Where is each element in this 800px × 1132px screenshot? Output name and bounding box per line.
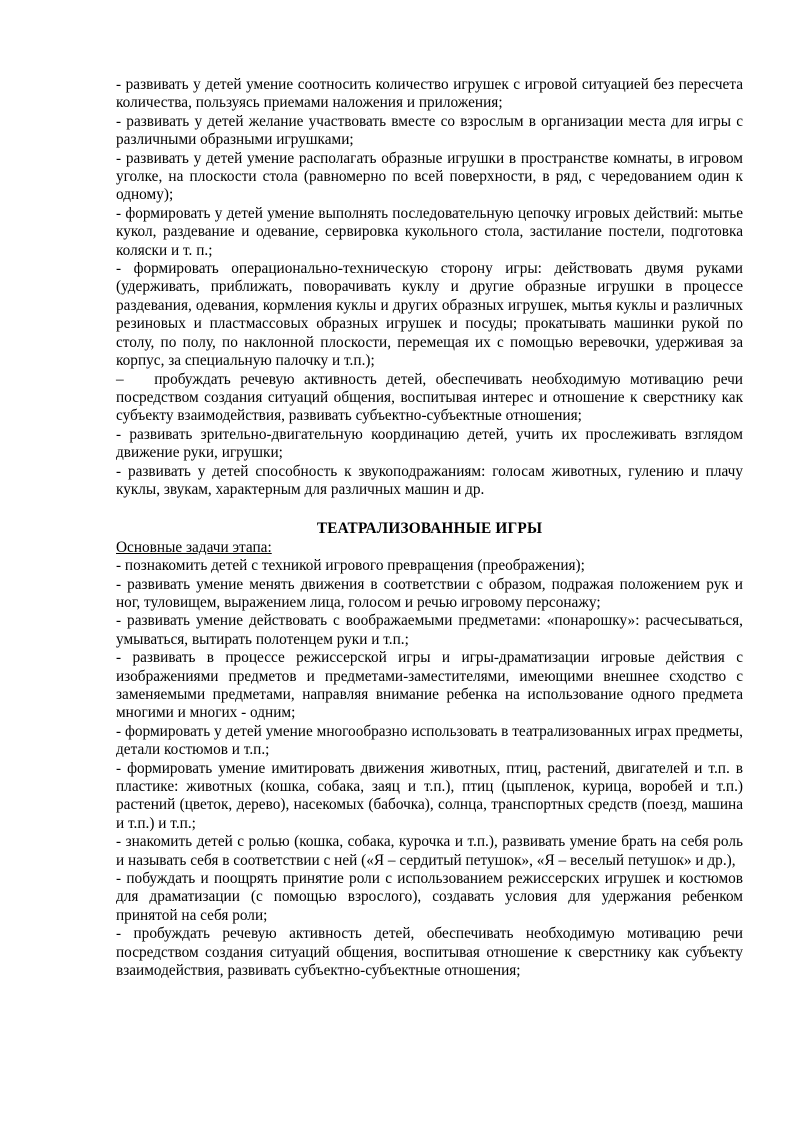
list-item: - побуждать и поощрять принятие роли с использованием режиссерских игрушек и костюмов для драматизации (с помощью взрослого), создавать условия для удержания ребенком принятой на себя роли;: [116, 870, 743, 924]
list-item: - развивать в процессе режиссерской игры и игры-драматизации игровые действия с изображениями предметов и предметами-заместителями, имеющими внешнее сходство с заменяемыми предметами, направляя внимание ребенка на использование одного предмета многими и многих - одним;: [116, 649, 743, 722]
list-item: - познакомить детей с техникой игрового превращения (преображения);: [116, 557, 585, 575]
list-item: - формировать у детей умение выполнять последовательную цепочку игровых действий: мытье кукол, раздевание и одевание, сервировка кукольного стола, застилание постели, подготовка коляски и т. п.;: [116, 204, 743, 259]
list-item: - формировать операционально-техническую сторону игры: действовать двумя руками (удерживать, приближать, поворачивать куклу и другие образные игрушки в процессе раздевания, одевания, кормления куклы и других образных игрушек, мытья куклы и различных резиновых и пластмассовых образных игрушек и посуды; прокатывать машинки рукой по столу, по полу, по наклонной плоскости, перемещая их с помощью веревочки, удерживая за корпус, за специальную палочку и т.п.);: [116, 260, 743, 370]
document-page: [116, 76, 743, 981]
list-item: - развивать у детей умение соотносить количество игрушек с игровой ситуацией без пересчета количества, пользуясь приемами наложения и приложения;: [116, 76, 743, 112]
section-subheading: Основные задачи этапа:: [116, 538, 272, 556]
list-item: - развивать у детей желание участвовать вместе со взрослым в организации места для игры с различными образными игрушками;: [116, 112, 743, 149]
list-item: - развивать умение действовать с воображаемыми предметами: «понарошку»: расчесываться, умываться, вытирать полотенцем руки и т.п.;: [116, 612, 743, 648]
list-item: - развивать у детей умение располагать образные игрушки в пространстве комнаты, в игровом уголке, на плоскости стола (равномерно по всей поверхности, в ряд, с чередованием один к одному);: [116, 149, 743, 204]
list-item: - формировать умение имитировать движения животных, птиц, растений, двигателей и т.п. в пластике: животных (кошка, собака, заяц и т.п.), птиц (цыпленок, курица, воробей и т.п.) растений (цветок, дерево), насекомых (бабочка), солнца, транспортных средств (поезд, машина и т.п.) и т.п.;: [116, 759, 743, 832]
list-item: – пробуждать речевую активность детей, обеспечивать необходимую мотивацию речи посредством создания ситуаций общения, воспитывая интерес и отношение к сверстнику как субъекту взаимодействия, развивать субъектно-субъектные отношения;: [116, 370, 743, 425]
list-item: - развивать умение менять движения в соответствии с образом, подражая положением рук и ног, туловищем, выражением лица, голосом и речью игровому персонажу;: [116, 575, 743, 611]
section-heading: ТЕАТРАЛИЗОВАННЫЕ ИГРЫ: [316, 520, 543, 538]
list-item: - пробуждать речевую активность детей, обеспечивать необходимую мотивацию речи посредством создания ситуаций общения, воспитывая отношение к сверстнику как субъекту взаимодействия, развивать субъектно-субъектные отношения;: [116, 925, 743, 980]
list-item: - знакомить детей с ролью (кошка, собака, курочка и т.п.), развивать умение брать на себя роль и называть себя в соответствии с ней («Я – сердитый петушок», «Я – веселый петушок» и др.),: [116, 833, 743, 869]
list-item: - развивать у детей способность к звукоподражаниям: голосам животных, гулению и плачу куклы, звукам, характерным для различных машин и др.: [116, 462, 743, 498]
list-item: - развивать зрительно-двигательную координацию детей, учить их прослеживать взглядом движение руки, игрушки;: [116, 425, 743, 462]
list-item: - формировать у детей умение многообразно использовать в театрализованных играх предметы, детали костюмов и т.п.;: [116, 722, 743, 759]
